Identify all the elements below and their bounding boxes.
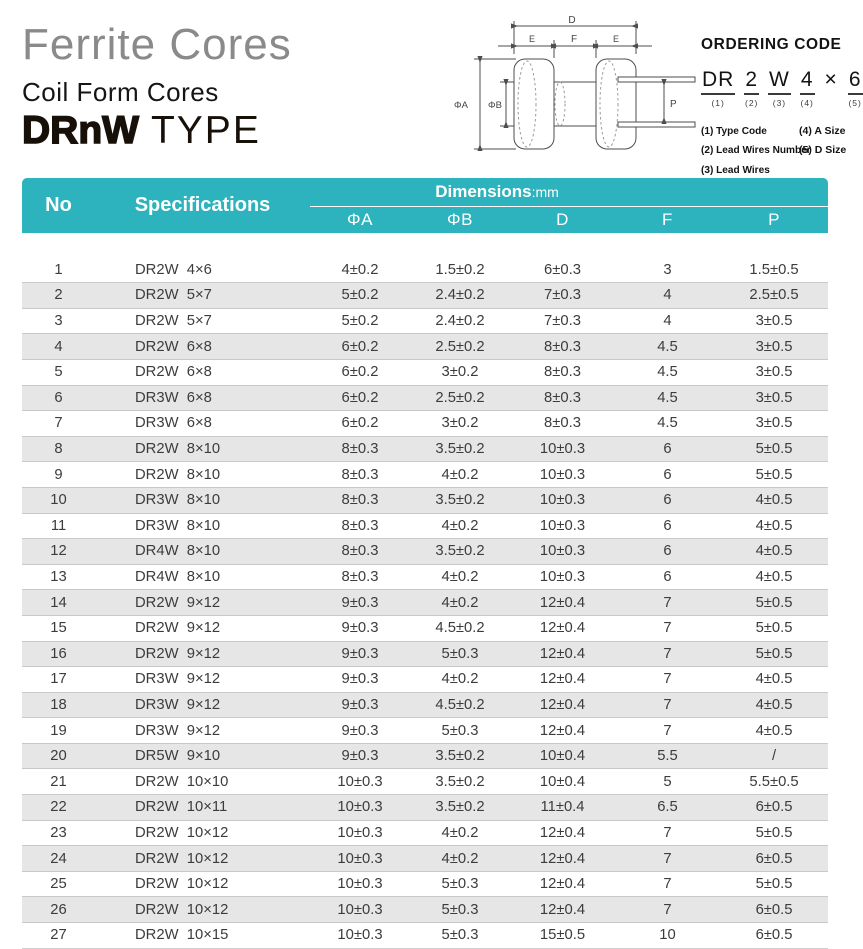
title-block [22,22,292,153]
table-row [22,641,828,667]
cell-d: 7±0.3 [544,313,581,330]
type-line [22,110,292,153]
cell-f: 7 [663,620,672,637]
cell-p: 5±0.5 [755,466,793,483]
cell-no: 15 [50,620,67,637]
code-num: (3) [772,98,787,108]
cell-p: 1.5±0.5 [749,261,799,278]
cell-d: 11±0.4 [510,795,615,821]
cell-phi-a: 6±0.2 [341,415,379,432]
cell-no: 23 [50,824,67,841]
cell-specification: DR2W 9×12 [135,620,221,637]
cell-d: 12±0.4 [539,671,586,688]
cell-d: 10±0.4 [510,743,615,769]
cell-no: 12 [22,539,95,565]
table-row [22,795,828,821]
cell-phi-a: 10±0.3 [310,897,410,923]
cell-specification: DR2W 5×7 [95,283,310,309]
cell-no: 22 [22,795,95,821]
cell-specification: DR2W 8×10 [95,436,310,462]
cell-f: 7 [615,641,720,667]
table-row [22,590,828,616]
cell-phi-a: 9±0.3 [310,743,410,769]
cell-phi-a: 4±0.2 [341,261,379,278]
col-header-p: P [720,207,828,234]
code-char: 4 [800,69,815,95]
table-row [22,923,828,949]
cell-phi-b: 3.5±0.2 [410,436,510,462]
cell-phi-a: 8±0.3 [310,436,410,462]
cell-p: 3±0.5 [720,385,828,411]
cell-no: 26 [22,897,95,923]
cell-no: 11 [50,517,67,534]
dimensions-unit: :mm [531,184,559,200]
cell-p: 6±0.5 [720,795,828,821]
ordering-legend [701,122,845,180]
dim-label-phi-b: ΦB [488,100,502,111]
code-char: 6 [848,69,863,95]
cell-no: 13 [50,569,67,586]
dim-label-d: D [568,15,576,26]
table-row [22,692,828,718]
page-subtitle: Coil Form Cores [22,77,219,108]
cell-f: 4 [615,283,720,309]
cell-f: 4.5 [657,415,678,432]
table-row [22,846,828,872]
cell-p: 4±0.5 [720,692,828,718]
cell-d: 10±0.4 [539,773,586,790]
cell-d: 8±0.3 [510,334,615,360]
cell-phi-a: 9±0.3 [310,590,410,616]
table-row [22,564,828,590]
col-header-d: D [510,207,615,234]
table-row [22,385,828,411]
table-row [22,871,828,897]
col-header-phi-b: ΦB [410,207,510,234]
cell-phi-b: 2.5±0.2 [410,385,510,411]
cell-d: 12±0.4 [510,641,615,667]
cell-phi-a: 10±0.3 [337,876,383,893]
cell-d: 8±0.3 [544,364,581,381]
cell-phi-a: 10±0.3 [310,923,410,949]
dim-label-e-right: E [612,34,620,44]
cell-no: 4 [22,334,95,360]
cell-f: 4.5 [615,334,720,360]
cell-d: 12±0.4 [539,876,586,893]
cell-phi-b: 5±0.3 [441,876,479,893]
cell-phi-b: 5±0.3 [410,923,510,949]
cell-specification: DR2W 10×10 [135,773,229,790]
cell-no: 27 [22,923,95,949]
table-row [22,258,828,283]
cell-phi-a: 6±0.2 [310,334,410,360]
cell-specification: DR3W 8×10 [95,487,310,513]
cell-f: 6 [615,487,720,513]
cell-f: 5.5 [615,743,720,769]
cell-f: 7 [615,897,720,923]
cell-p: 4±0.5 [755,569,793,586]
cell-d: 12±0.4 [539,722,586,739]
cell-specification: DR2W 10×15 [95,923,310,949]
table-row [22,667,828,693]
cell-d: 12±0.4 [510,590,615,616]
cell-phi-a: 10±0.3 [337,824,383,841]
cell-specification: DR2W 9×12 [95,590,310,616]
cell-no: 6 [22,385,95,411]
table-row [22,513,828,539]
ordering-code-heading: ORDERING CODE [701,36,842,53]
cell-p: 5±0.5 [755,824,793,841]
cell-f: 7 [663,671,672,688]
code-part [800,69,815,108]
cell-phi-b: 4±0.2 [441,569,479,586]
cell-specification: DR3W 9×12 [135,722,221,739]
cell-specification: DR3W 6×8 [135,415,212,432]
col-header-no: No [22,178,95,233]
code-num: (4) [800,98,814,108]
cell-no: 9 [54,466,63,483]
cell-f: 6 [663,569,672,586]
cell-phi-a: 6±0.2 [310,385,410,411]
cell-f: 10 [615,923,720,949]
cell-phi-b: 2.4±0.2 [410,283,510,309]
cell-p: 3±0.5 [755,313,793,330]
cell-p: 6±0.5 [720,897,828,923]
cell-p: 3±0.5 [755,364,793,381]
cell-phi-b: 5±0.3 [410,897,510,923]
cell-specification: DR2W 10×12 [135,876,229,893]
cell-f: 7 [615,846,720,872]
cell-p: / [720,743,828,769]
table-row [22,411,828,437]
cell-phi-a: 8±0.3 [341,466,379,483]
cell-d: 12±0.4 [510,846,615,872]
code-char: 2 [744,69,759,95]
cell-phi-b: 3.5±0.2 [410,539,510,565]
cell-phi-b: 2.4±0.2 [435,313,485,330]
cell-phi-b: 3.5±0.2 [410,487,510,513]
legend-item: (4) A Size [799,125,846,137]
cell-f: 6.5 [615,795,720,821]
table-row [22,897,828,923]
cell-p: 4±0.5 [755,517,793,534]
cell-phi-b: 4±0.2 [441,517,479,534]
cell-no: 24 [22,846,95,872]
cell-phi-b: 3.5±0.2 [410,795,510,821]
cell-f: 6 [663,466,672,483]
col-header-f: F [615,207,720,234]
cell-p: 6±0.5 [720,923,828,949]
cell-phi-b: 5±0.3 [410,641,510,667]
cell-f: 7 [615,692,720,718]
type-suffix: TYPE [150,109,261,153]
cell-phi-b: 4.5±0.2 [410,692,510,718]
cell-specification: DR2W 10×11 [95,795,310,821]
legend-item: (5) D Size [799,144,847,157]
cell-d: 8±0.3 [510,385,615,411]
cell-no: 2 [22,283,95,309]
cell-p: 5.5±0.5 [749,773,799,790]
table-row [22,539,828,565]
cell-p: 4±0.5 [755,722,793,739]
cell-f: 7 [663,876,672,893]
cell-f: 4.5 [615,385,720,411]
cell-f: 5 [663,773,672,790]
cell-phi-a: 5±0.2 [310,283,410,309]
cell-p: 5±0.5 [755,876,793,893]
cell-specification: DR3W 6×8 [95,385,310,411]
cell-phi-a: 9±0.3 [341,722,379,739]
cell-specification: DR2W 5×7 [135,313,212,330]
code-part [701,69,735,108]
cell-d: 15±0.5 [510,923,615,949]
cell-phi-a: 6±0.2 [341,364,379,381]
table-row [22,308,828,334]
dim-label-phi-a: ΦA [454,100,468,111]
cell-p: 3±0.5 [720,334,828,360]
ordering-code-section [701,36,862,180]
cell-f: 3 [663,261,672,278]
table-row [22,283,828,309]
code-part [768,69,791,108]
cell-d: 12±0.4 [539,824,586,841]
cell-no: 19 [50,722,67,739]
dimensions-header [310,178,828,207]
cell-d: 12±0.4 [510,897,615,923]
cell-d: 6±0.3 [544,261,581,278]
cell-f: 4.5 [657,364,678,381]
table-row [22,743,828,769]
cell-no: 16 [22,641,95,667]
cell-d: 7±0.3 [510,283,615,309]
dimensions-label: Dimensions [435,182,532,201]
cell-p: 5±0.5 [720,641,828,667]
cell-specification: DR4W 8×10 [135,569,221,586]
cell-p: 4±0.5 [755,671,793,688]
table-row [22,718,828,744]
table-row [22,820,828,846]
cell-no: 8 [22,436,95,462]
cell-phi-a: 8±0.3 [341,517,379,534]
cell-phi-b: 4±0.2 [410,846,510,872]
code-part [744,69,759,108]
legend-item: (2) Lead Wires Number [701,144,811,157]
cell-d: 10±0.3 [510,487,615,513]
code-char: × [824,68,838,91]
cell-phi-b: 2.5±0.2 [410,334,510,360]
header-gap-row [22,233,828,258]
cell-specification: DR2W 9×12 [95,641,310,667]
spec-table-body [22,233,828,948]
cell-phi-a: 9±0.3 [341,671,379,688]
cell-specification: DR2W 6×8 [135,364,212,381]
cell-no: 17 [50,671,67,688]
cell-specification: DR3W 9×12 [95,692,310,718]
cell-no: 3 [54,313,63,330]
cell-p: 2.5±0.5 [720,283,828,309]
dim-label-e-left: E [528,34,536,44]
cell-p: 4±0.5 [720,487,828,513]
cell-d: 10±0.3 [510,436,615,462]
cell-phi-a: 8±0.3 [310,487,410,513]
col-header-specifications: Specifications [95,178,310,233]
cell-specification: DR3W 8×10 [135,517,221,534]
cell-phi-b: 4±0.2 [441,824,479,841]
cell-f: 6 [615,539,720,565]
cell-phi-b: 4.5±0.2 [435,620,485,637]
cell-no: 7 [54,415,63,432]
cell-phi-b: 3±0.2 [441,415,479,432]
cell-phi-a: 9±0.3 [310,641,410,667]
code-num: (1) [711,98,725,108]
dim-label-p: P [670,99,677,110]
code-num: (5) [848,98,862,108]
dim-label-f: F [570,34,578,45]
table-row [22,462,828,488]
code-part [848,69,863,108]
legend-item: (1) Type Code [701,125,767,137]
cell-p: 5±0.5 [720,590,828,616]
cell-phi-a: 10±0.3 [310,795,410,821]
cell-d: 10±0.3 [539,569,586,586]
cell-phi-a: 5±0.2 [341,313,379,330]
table-row [22,436,828,462]
cell-specification: DR5W 9×10 [95,743,310,769]
cell-no: 5 [54,364,63,381]
cell-specification: DR2W 4×6 [135,261,212,278]
cell-f: 7 [663,824,672,841]
cell-no: 10 [22,487,95,513]
cell-specification: DR2W 6×8 [95,334,310,360]
cell-phi-a: 8±0.3 [341,569,379,586]
cell-f: 7 [663,722,672,739]
code-char: W [768,69,791,95]
cell-d: 10±0.3 [539,517,586,534]
cell-no: 1 [54,261,63,278]
table-row [22,359,828,385]
cell-specification: DR2W 8×10 [135,466,221,483]
code-part [824,69,839,96]
cell-phi-b: 1.5±0.2 [435,261,485,278]
cell-no: 20 [22,743,95,769]
ordering-code [701,68,862,108]
code-char: DR [701,69,735,95]
cell-specification: DR2W 10×12 [95,846,310,872]
cell-phi-b: 3.5±0.2 [435,773,485,790]
page-title: Ferrite Cores [22,20,292,69]
cell-phi-a: 8±0.3 [310,539,410,565]
cell-d: 12±0.4 [539,620,586,637]
cell-d: 8±0.3 [544,415,581,432]
legend-left [701,122,811,180]
cell-phi-b: 4±0.2 [410,590,510,616]
cell-phi-a: 9±0.3 [341,620,379,637]
core-dimension-diagram [446,14,701,169]
table-row [22,769,828,795]
cell-phi-b: 5±0.3 [441,722,479,739]
cell-d: 10±0.3 [539,466,586,483]
cell-no: 18 [22,692,95,718]
code-num: (2) [744,98,759,108]
cell-phi-a: 9±0.3 [310,692,410,718]
cell-p: 5±0.5 [720,436,828,462]
legend-item: (3) Lead Wires [701,163,770,176]
cell-f: 7 [615,590,720,616]
cell-d: 10±0.3 [510,539,615,565]
cell-phi-b: 4±0.2 [441,671,479,688]
cell-phi-b: 3±0.2 [441,364,479,381]
cell-d: 12±0.4 [510,692,615,718]
cell-p: 5±0.5 [755,620,793,637]
cell-phi-b: 4±0.2 [441,466,479,483]
cell-p: 4±0.5 [720,539,828,565]
cell-phi-b: 3.5±0.2 [410,743,510,769]
table-row [22,615,828,641]
cell-no: 14 [22,590,95,616]
col-header-phi-a: ΦA [310,207,410,234]
cell-f: 6 [615,436,720,462]
cell-phi-a: 10±0.3 [337,773,383,790]
cell-p: 6±0.5 [720,846,828,872]
cell-f: 4 [663,313,672,330]
type-code: DRnW [22,109,139,153]
cell-specification: DR4W 8×10 [95,539,310,565]
cell-specification: DR3W 9×12 [135,671,221,688]
spec-table [22,178,828,949]
cell-no: 25 [50,876,67,893]
cell-f: 6 [663,517,672,534]
table-header-row-top [22,178,828,207]
table-row [22,487,828,513]
table-row [22,334,828,360]
cell-no: 21 [50,773,67,790]
cell-specification: DR2W 10×12 [135,824,229,841]
cell-specification: DR2W 10×12 [95,897,310,923]
cell-phi-a: 10±0.3 [310,846,410,872]
cell-p: 3±0.5 [755,415,793,432]
